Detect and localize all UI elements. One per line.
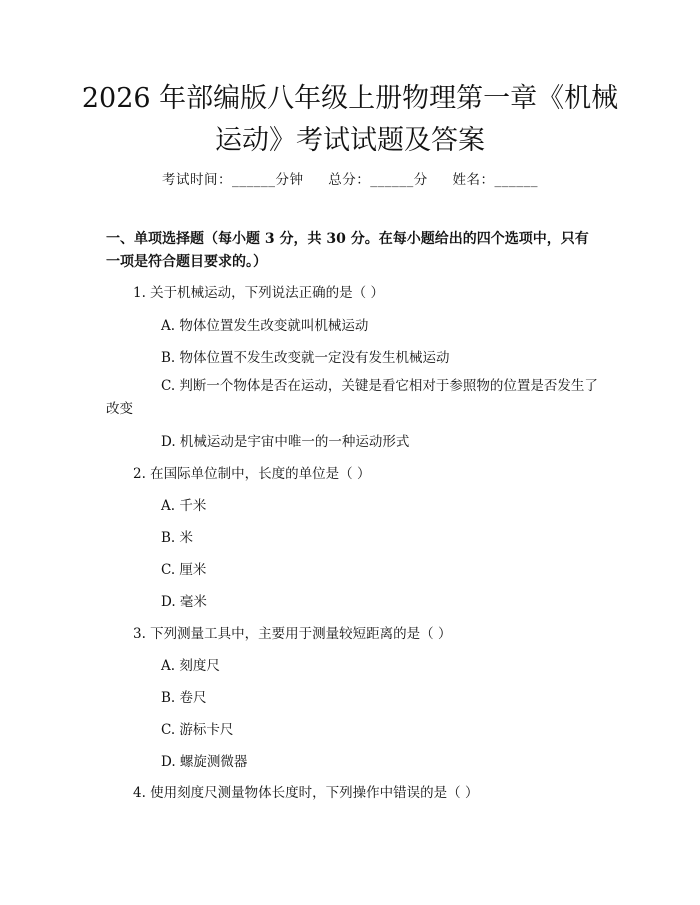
question-3-option-b: B. 卷尺 — [161, 690, 207, 706]
title-line-2: 运动》考试试题及答案 — [215, 125, 485, 156]
question-1-option-c: C. 判断一个物体是否在运动，关键是看它相对于参照物的位置是否发生了改变 — [106, 378, 598, 417]
student-name: 姓名：______ — [452, 172, 539, 188]
question-1-stem: 1. 关于机械运动，下列说法正确的是（ ） — [133, 285, 384, 301]
question-2-option-a: A. 千米 — [161, 498, 207, 514]
question-3-option-d: D. 螺旋测微器 — [161, 754, 248, 770]
total-score: 总分：______分 — [328, 172, 428, 188]
question-1-option-b: B. 物体位置不发生改变就一定没有发生机械运动 — [161, 350, 450, 366]
question-1-option-d: D. 机械运动是宇宙中唯一的一种运动形式 — [161, 434, 410, 450]
exam-time: 考试时间：______分钟 — [161, 172, 304, 188]
question-2-option-d: D. 毫米 — [161, 594, 207, 610]
document-title — [60, 78, 640, 162]
title-line-1: 2026 年部编版八年级上册物理第一章《机械 — [81, 83, 619, 114]
question-2-option-b: B. 米 — [161, 530, 194, 546]
question-4-stem: 4. 使用刻度尺测量物体长度时，下列操作中错误的是（ ） — [133, 785, 479, 801]
question-2-option-c: C. 厘米 — [161, 562, 207, 578]
question-3-stem: 3. 下列测量工具中，主要用于测量较短距离的是（ ） — [133, 626, 452, 642]
question-3-option-a: A. 刻度尺 — [161, 658, 220, 674]
section-heading: 一、单项选择题（每小题 3 分，共 30 分。在每小题给出的四个选项中，只有一项是符合题目要求的。） — [106, 231, 589, 270]
exam-meta — [0, 168, 700, 188]
question-1-option-a: A. 物体位置发生改变就叫机械运动 — [161, 318, 369, 334]
question-3-option-c: C. 游标卡尺 — [161, 722, 234, 738]
question-2-stem: 2. 在国际单位制中，长度的单位是（ ） — [133, 466, 371, 482]
